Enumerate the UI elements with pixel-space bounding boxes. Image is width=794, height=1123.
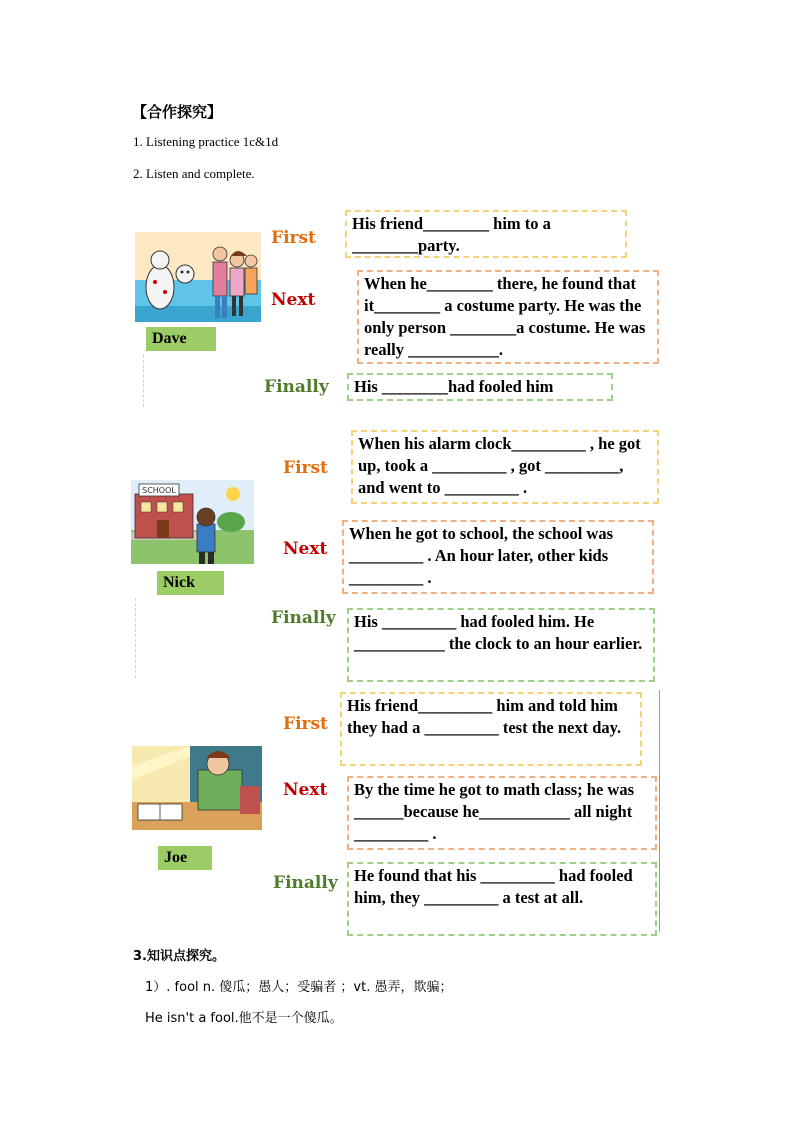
joe-stage-finally: Finally bbox=[273, 873, 338, 893]
joe-stage-next: Next bbox=[283, 780, 328, 800]
nick-name-label: Nick bbox=[157, 571, 224, 595]
joe-first-box: His friend_________ him and told him they had a _________ test the next day. bbox=[340, 692, 642, 766]
dave-stage-next: Next bbox=[271, 290, 316, 310]
list-item-2: 2. Listen and complete. bbox=[133, 166, 255, 181]
vocab-fool-definition: 1）. fool n. 傻瓜；愚人；受骗者 ；vt. 愚弄，欺骗； bbox=[145, 980, 453, 995]
dave-name-label: Dave bbox=[146, 327, 216, 351]
joe-next-box: By the time he got to math class; he was ______because he___________ all night _________ . bbox=[347, 776, 657, 850]
nick-next-box: When he got to school, the school was _________ . An hour later, other kids _________ . bbox=[342, 520, 654, 594]
nick-finally-box: His _________ had fooled him. He ___________ the clock to an hour earlier. bbox=[347, 608, 655, 682]
nick-stage-finally: Finally bbox=[271, 608, 336, 628]
section-3-title: 3.知识点探究。 bbox=[133, 949, 225, 964]
joe-stage-first: First bbox=[283, 714, 328, 734]
right-edge-line bbox=[659, 690, 660, 932]
dave-stage-finally: Finally bbox=[264, 377, 329, 397]
dave-first-box: His friend________ him to a ________party. bbox=[345, 210, 627, 258]
nick-stage-first: First bbox=[283, 458, 328, 478]
joe-name-label: Joe bbox=[158, 846, 212, 870]
vocab-fool-example: He isn't a fool.他不是一个傻瓜。 bbox=[145, 1011, 343, 1026]
dave-stage-first: First bbox=[271, 228, 316, 248]
joe-illustration bbox=[132, 746, 262, 830]
nick-stage-next: Next bbox=[283, 539, 328, 559]
nick-connector-line bbox=[135, 598, 136, 678]
section-heading: 【合作探究】 bbox=[132, 103, 223, 121]
dave-illustration bbox=[135, 232, 261, 322]
dave-connector-line bbox=[143, 355, 144, 407]
joe-finally-box: He found that his _________ had fooled him, they _________ a test at all. bbox=[347, 862, 657, 936]
dave-next-box: When he________ there, he found that it________ a costume party. He was the only person ________a costume. He was really ___________. bbox=[357, 270, 659, 364]
nick-first-box: When his alarm clock_________ , he got up, took a _________ , got _________, and went to _________ . bbox=[351, 430, 659, 504]
dave-finally-box: His ________had fooled him bbox=[347, 373, 613, 401]
list-item-1: 1. Listening practice 1c&1d bbox=[133, 134, 279, 149]
nick-illustration bbox=[131, 480, 254, 564]
school-sign-text: SCHOOL bbox=[142, 486, 176, 495]
